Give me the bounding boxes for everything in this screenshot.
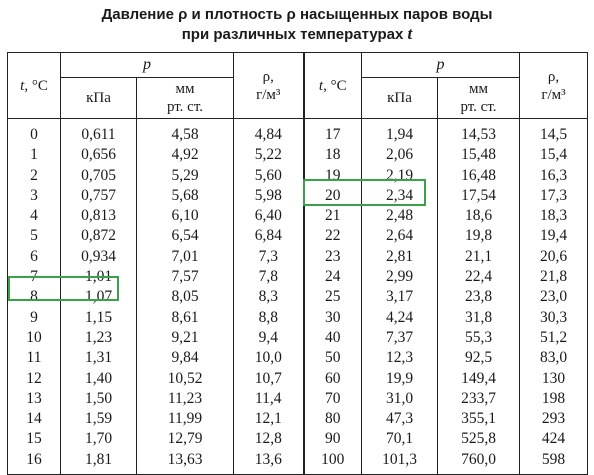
cell-kpa-right: 2,64 [362, 226, 438, 246]
cell-density-left: 8,8 [234, 308, 304, 328]
cell-temperature-left: 6 [8, 247, 61, 267]
cell-kpa-left: 1,15 [61, 308, 137, 328]
cell-kpa-right: 2,99 [362, 267, 438, 287]
cell-kpa-left: 1,31 [61, 348, 137, 368]
cell-mmhg-right: 92,5 [438, 348, 520, 368]
table-row [8, 328, 588, 348]
cell-kpa-right: 2,48 [362, 206, 438, 226]
cell-mmhg-left: 11,23 [137, 389, 234, 409]
cell-density-right: 83,0 [520, 348, 588, 368]
cell-density-left: 8,3 [234, 287, 304, 307]
cell-mmhg-right: 14,53 [438, 119, 520, 146]
cell-temperature-right: 18 [304, 145, 362, 165]
cell-mmhg-right: 22,4 [438, 267, 520, 287]
cell-temperature-left: 9 [8, 308, 61, 328]
cell-density-right: 18,3 [520, 206, 588, 226]
cell-density-left: 12,1 [234, 409, 304, 429]
cell-temperature-right: 19 [304, 166, 362, 186]
cell-kpa-left: 0,934 [61, 247, 137, 267]
cell-mmhg-left: 6,54 [137, 226, 234, 246]
cell-mmhg-right: 760,0 [438, 450, 520, 475]
cell-mmhg-left: 7,57 [137, 267, 234, 287]
cell-temperature-right: 40 [304, 328, 362, 348]
table-title-line2 [0, 25, 594, 44]
cell-temperature-right: 22 [304, 226, 362, 246]
cell-mmhg-left: 11,99 [137, 409, 234, 429]
table-title-line1: Давление ρ и плотность ρ насыщенных паров воды [101, 6, 493, 23]
cell-density-left: 6,40 [234, 206, 304, 226]
header-density-right: ρ, г/м³ [520, 53, 588, 119]
title-line2-variable: t [407, 24, 413, 43]
table-row [8, 247, 588, 267]
cell-temperature-right: 17 [304, 119, 362, 146]
cell-density-left: 5,98 [234, 186, 304, 206]
cell-temperature-right: 30 [304, 308, 362, 328]
cell-mmhg-right: 355,1 [438, 409, 520, 429]
cell-density-left: 5,22 [234, 145, 304, 165]
cell-kpa-left: 1,59 [61, 409, 137, 429]
table-row [8, 348, 588, 368]
cell-temperature-left: 7 [8, 267, 61, 287]
cell-temperature-right: 60 [304, 369, 362, 389]
cell-mmhg-left: 7,01 [137, 247, 234, 267]
table-row [8, 166, 588, 186]
cell-mmhg-right: 55,3 [438, 328, 520, 348]
cell-density-right: 17,3 [520, 186, 588, 206]
cell-mmhg-right: 16,48 [438, 166, 520, 186]
cell-density-right: 598 [520, 450, 588, 475]
cell-mmhg-right: 149,4 [438, 369, 520, 389]
cell-density-right: 21,8 [520, 267, 588, 287]
cell-mmhg-left: 9,21 [137, 328, 234, 348]
cell-density-right: 15,4 [520, 145, 588, 165]
cell-density-right: 20,6 [520, 247, 588, 267]
cell-density-left: 11,4 [234, 389, 304, 409]
cell-temperature-left: 15 [8, 429, 61, 449]
cell-temperature-right: 25 [304, 287, 362, 307]
cell-mmhg-left: 8,05 [137, 287, 234, 307]
table-row [8, 186, 588, 206]
table-row [8, 369, 588, 389]
table-body [8, 119, 588, 475]
cell-temperature-right: 70 [304, 389, 362, 409]
cell-temperature-right: 50 [304, 348, 362, 368]
cell-density-right: 14,5 [520, 119, 588, 146]
cell-temperature-left: 3 [8, 186, 61, 206]
cell-density-left: 9,4 [234, 328, 304, 348]
header-kpa-right: кПа [362, 78, 438, 119]
cell-kpa-left: 0,757 [61, 186, 137, 206]
cell-temperature-right: 24 [304, 267, 362, 287]
cell-temperature-right: 90 [304, 429, 362, 449]
cell-temperature-left: 4 [8, 206, 61, 226]
cell-temperature-left: 12 [8, 369, 61, 389]
cell-temperature-right: 23 [304, 247, 362, 267]
cell-density-right: 130 [520, 369, 588, 389]
table-row [8, 267, 588, 287]
cell-mmhg-right: 15,48 [438, 145, 520, 165]
cell-density-left: 4,84 [234, 119, 304, 146]
cell-mmhg-left: 4,92 [137, 145, 234, 165]
cell-kpa-left: 1,07 [61, 287, 137, 307]
header-density-left: ρ, г/м³ [234, 53, 304, 119]
cell-temperature-left: 14 [8, 409, 61, 429]
cell-mmhg-left: 6,10 [137, 206, 234, 226]
cell-density-left: 7,8 [234, 267, 304, 287]
cell-kpa-left: 1,81 [61, 450, 137, 475]
cell-mmhg-right: 18,6 [438, 206, 520, 226]
vapor-pressure-table [7, 52, 588, 475]
cell-mmhg-right: 17,54 [438, 186, 520, 206]
cell-temperature-left: 1 [8, 145, 61, 165]
table-row [8, 119, 588, 146]
table-row [8, 409, 588, 429]
table-row [8, 429, 588, 449]
cell-density-right: 16,3 [520, 166, 588, 186]
table-row [8, 308, 588, 328]
cell-mmhg-left: 4,58 [137, 119, 234, 146]
cell-kpa-left: 1,70 [61, 429, 137, 449]
cell-temperature-left: 8 [8, 287, 61, 307]
cell-kpa-right: 31,0 [362, 389, 438, 409]
cell-kpa-right: 2,34 [362, 186, 438, 206]
cell-mmhg-left: 10,52 [137, 369, 234, 389]
cell-kpa-left: 0,872 [61, 226, 137, 246]
header-pressure-right: p [362, 53, 520, 78]
cell-temperature-right: 20 [304, 186, 362, 206]
cell-kpa-right: 3,17 [362, 287, 438, 307]
cell-kpa-right: 1,94 [362, 119, 438, 146]
cell-density-left: 6,84 [234, 226, 304, 246]
cell-density-left: 12,8 [234, 429, 304, 449]
cell-temperature-left: 11 [8, 348, 61, 368]
cell-mmhg-right: 19,8 [438, 226, 520, 246]
cell-mmhg-left: 5,68 [137, 186, 234, 206]
cell-density-right: 51,2 [520, 328, 588, 348]
table-row [8, 145, 588, 165]
cell-density-right: 198 [520, 389, 588, 409]
cell-kpa-right: 12,3 [362, 348, 438, 368]
cell-density-right: 23,0 [520, 287, 588, 307]
cell-mmhg-left: 13,63 [137, 450, 234, 475]
cell-kpa-left: 0,813 [61, 206, 137, 226]
cell-kpa-left: 1,50 [61, 389, 137, 409]
cell-mmhg-left: 9,84 [137, 348, 234, 368]
cell-mmhg-right: 31,8 [438, 308, 520, 328]
cell-temperature-left: 13 [8, 389, 61, 409]
cell-mmhg-right: 525,8 [438, 429, 520, 449]
cell-temperature-right: 21 [304, 206, 362, 226]
cell-mmhg-left: 5,29 [137, 166, 234, 186]
cell-kpa-right: 47,3 [362, 409, 438, 429]
cell-kpa-right: 70,1 [362, 429, 438, 449]
header-mmhg-right: мм рт. ст. [438, 78, 520, 119]
cell-kpa-right: 2,19 [362, 166, 438, 186]
cell-kpa-right: 101,3 [362, 450, 438, 475]
table-row [8, 206, 588, 226]
cell-kpa-left: 0,656 [61, 145, 137, 165]
cell-density-left: 5,60 [234, 166, 304, 186]
title-line2-text: при различных температурах [181, 26, 408, 43]
cell-density-right: 424 [520, 429, 588, 449]
table-row [8, 450, 588, 475]
table-row [8, 389, 588, 409]
header-temperature-left: t, °C [8, 53, 61, 119]
header-kpa-left: кПа [61, 78, 137, 119]
cell-density-right: 293 [520, 409, 588, 429]
table-row [8, 287, 588, 307]
cell-kpa-right: 4,24 [362, 308, 438, 328]
cell-kpa-right: 2,81 [362, 247, 438, 267]
cell-temperature-left: 0 [8, 119, 61, 146]
cell-kpa-left: 1,40 [61, 369, 137, 389]
cell-mmhg-right: 23,8 [438, 287, 520, 307]
cell-mmhg-left: 12,79 [137, 429, 234, 449]
table-row [8, 226, 588, 246]
cell-density-left: 7,3 [234, 247, 304, 267]
cell-kpa-left: 0,705 [61, 166, 137, 186]
cell-temperature-left: 16 [8, 450, 61, 475]
cell-density-left: 10,7 [234, 369, 304, 389]
cell-density-left: 13,6 [234, 450, 304, 475]
header-temperature-right: t, °C [304, 53, 362, 119]
cell-mmhg-right: 233,7 [438, 389, 520, 409]
header-mmhg-left: мм рт. ст. [137, 78, 234, 119]
cell-density-left: 10,0 [234, 348, 304, 368]
cell-temperature-right: 80 [304, 409, 362, 429]
header-pressure-left: p [61, 53, 234, 78]
cell-temperature-left: 5 [8, 226, 61, 246]
cell-kpa-left: 1,01 [61, 267, 137, 287]
cell-density-right: 30,3 [520, 308, 588, 328]
cell-mmhg-right: 21,1 [438, 247, 520, 267]
cell-kpa-right: 2,06 [362, 145, 438, 165]
cell-kpa-left: 0,611 [61, 119, 137, 146]
cell-temperature-left: 10 [8, 328, 61, 348]
cell-temperature-right: 100 [304, 450, 362, 475]
cell-temperature-left: 2 [8, 166, 61, 186]
cell-kpa-right: 19,9 [362, 369, 438, 389]
cell-kpa-right: 7,37 [362, 328, 438, 348]
cell-kpa-left: 1,23 [61, 328, 137, 348]
cell-mmhg-left: 8,61 [137, 308, 234, 328]
cell-density-right: 19,4 [520, 226, 588, 246]
